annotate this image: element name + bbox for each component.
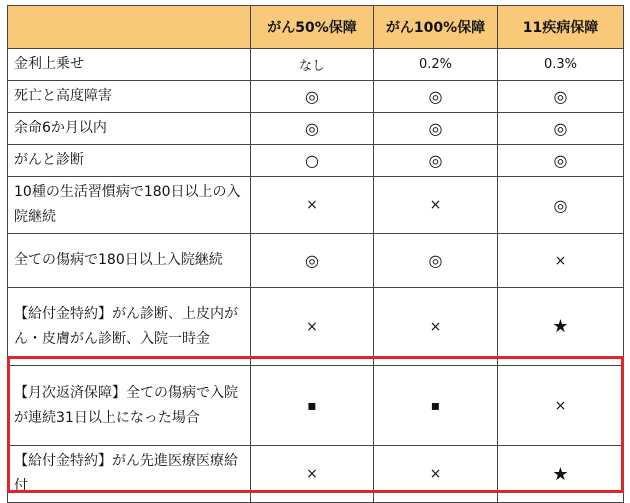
table-row	[8, 366, 624, 446]
cell-cancer50: ×	[251, 288, 374, 366]
cell-11diseases: ◎	[498, 145, 624, 177]
row-label: 【給付金特約】がん先進医療医療給付	[8, 446, 251, 503]
row-label: 余命6か月以内	[8, 113, 251, 145]
cell-cancer100: ◎	[374, 145, 498, 177]
cell-11diseases: ◎	[498, 177, 624, 234]
cell-11diseases: ★	[498, 446, 624, 503]
row-label: 全ての傷病で180日以上入院継続	[8, 234, 251, 288]
header-row	[8, 6, 624, 49]
table-row	[8, 446, 624, 503]
cell-cancer50: ×	[251, 177, 374, 234]
cell-11diseases: ×	[498, 234, 624, 288]
cell-cancer100: ◎	[374, 113, 498, 145]
header-col-cancer100: がん100%保障	[374, 6, 498, 49]
cell-11diseases: ×	[498, 366, 624, 446]
comparison-table	[7, 5, 624, 503]
cell-11diseases: ◎	[498, 113, 624, 145]
cell-11diseases: ◎	[498, 81, 624, 113]
cell-11diseases: ★	[498, 288, 624, 366]
table-row	[8, 234, 624, 288]
cell-cancer100: ▪	[374, 366, 498, 446]
row-label: 【給付金特約】がん診断、上皮内がん・皮膚がん診断、入院一時金	[8, 288, 251, 366]
cell-cancer100: ×	[374, 177, 498, 234]
cell-cancer100: ◎	[374, 81, 498, 113]
cell-cancer100: 0.2%	[374, 49, 498, 81]
cell-cancer100: ×	[374, 288, 498, 366]
header-col-11diseases: 11疾病保障	[498, 6, 624, 49]
table-row	[8, 145, 624, 177]
header-col-cancer50: がん50%保障	[251, 6, 374, 49]
cell-cancer50: なし	[251, 49, 374, 81]
cell-cancer100: ◎	[374, 234, 498, 288]
cell-cancer50: ◎	[251, 234, 374, 288]
cell-cancer50: ×	[251, 446, 374, 503]
row-label: 10種の生活習慣病で180日以上の入院継続	[8, 177, 251, 234]
table-row	[8, 177, 624, 234]
cell-cancer50: ◎	[251, 81, 374, 113]
header-corner	[8, 6, 251, 49]
cell-cancer100: ×	[374, 446, 498, 503]
row-label: 金利上乗せ	[8, 49, 251, 81]
cell-cancer50: ◎	[251, 113, 374, 145]
table-row	[8, 49, 624, 81]
table-row	[8, 81, 624, 113]
row-label: 死亡と高度障害	[8, 81, 251, 113]
cell-11diseases: 0.3%	[498, 49, 624, 81]
cell-cancer50: ▪	[251, 366, 374, 446]
row-label: 【月次返済保障】全ての傷病で入院が連続31日以上になった場合	[8, 366, 251, 446]
row-label: がんと診断	[8, 145, 251, 177]
table-row	[8, 288, 624, 366]
table-row	[8, 113, 624, 145]
cell-cancer50: ○	[251, 145, 374, 177]
